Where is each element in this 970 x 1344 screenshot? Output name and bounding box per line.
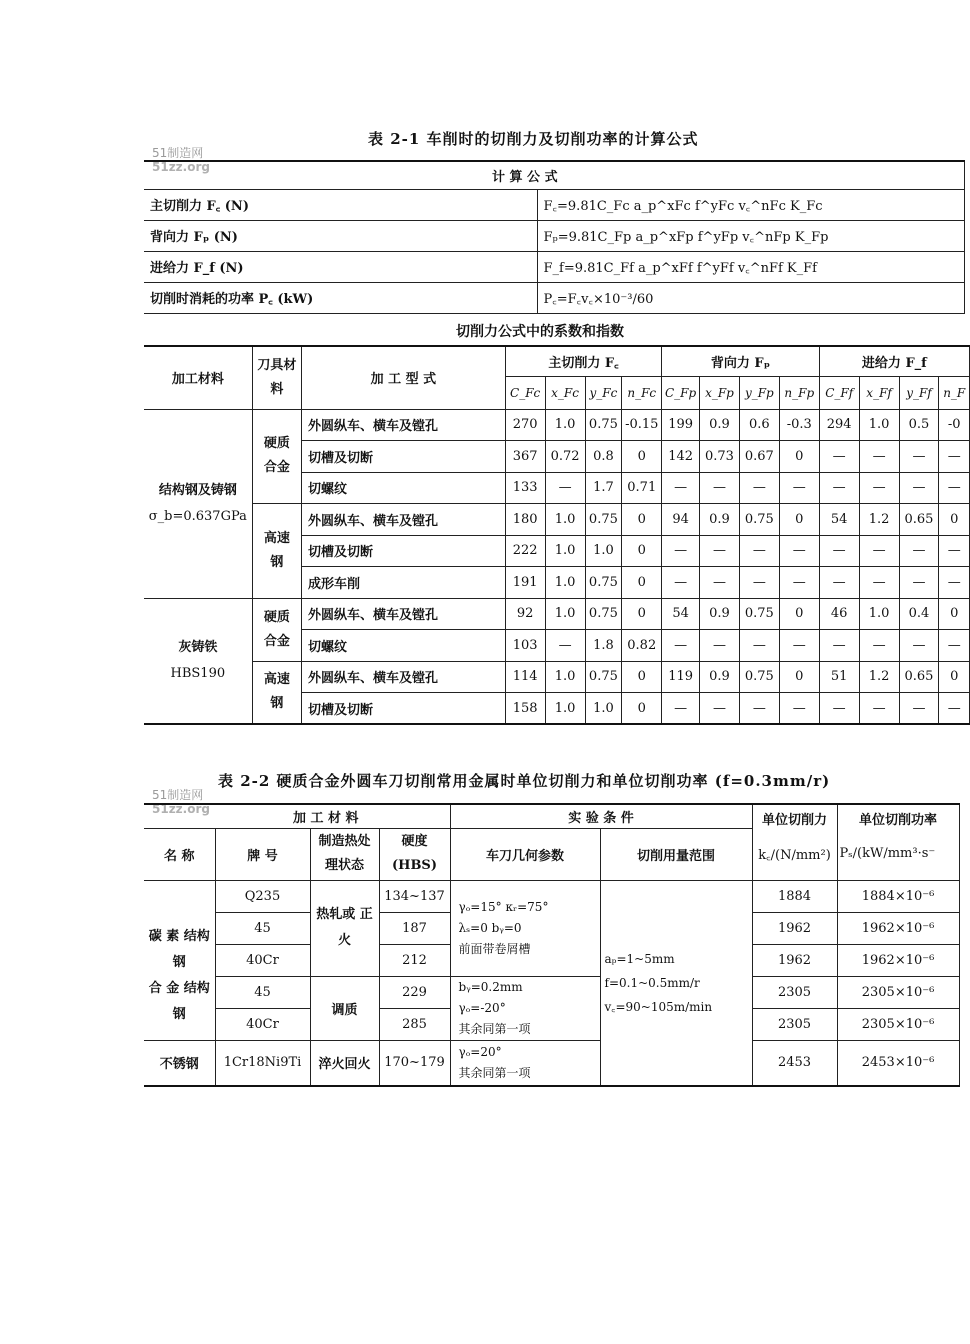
- coef-value: —: [700, 630, 740, 662]
- coef-value: —: [899, 441, 939, 473]
- coef-subheader: y_Fp: [739, 376, 779, 409]
- coef-value: —: [779, 630, 819, 662]
- coef-value: —: [939, 567, 970, 599]
- coef-value: 1.0: [859, 598, 899, 630]
- ps-cell: 2305×10⁻⁶: [837, 976, 959, 1008]
- coef-value: 180: [505, 504, 545, 536]
- coef-value: —: [859, 630, 899, 662]
- ps-cell: 2305×10⁻⁶: [837, 1008, 959, 1040]
- coef-value: 0.65: [899, 504, 939, 536]
- coef-value: 0.75: [585, 661, 622, 693]
- col-tool: 刀具材料: [252, 346, 301, 409]
- coef-value: 0: [622, 661, 662, 693]
- material-name: 结构钢及铸钢: [158, 482, 237, 498]
- coef-value: 0: [939, 598, 970, 630]
- coef-value: —: [700, 472, 740, 504]
- coef-value: -0.3: [779, 409, 819, 441]
- coef-value: 0: [939, 504, 970, 536]
- tool-material-cell: 硬质合金: [252, 409, 301, 504]
- coef-value: —: [819, 472, 859, 504]
- h-grade: 牌 号: [215, 828, 310, 880]
- group-ff: 进给力 F_f: [819, 346, 969, 376]
- material-name: 灰铸铁: [178, 639, 218, 655]
- machining-type: 切螺纹: [302, 630, 506, 662]
- ps-cell: 1962×10⁻⁶: [837, 944, 959, 976]
- coef-value: —: [819, 567, 859, 599]
- coef-value: 0.9: [700, 661, 740, 693]
- tool-material-cell: 硬质合金: [252, 598, 301, 661]
- geom-2: [450, 976, 600, 1040]
- material-cell: [144, 598, 252, 724]
- coef-value: 0.72: [545, 441, 585, 473]
- machining-type: 外圆纵车、横车及镗孔: [302, 598, 506, 630]
- group-fc: 主切削力 F꜀: [505, 346, 661, 376]
- formula-expr: P꜀=F꜀v꜀×10⁻³/60: [537, 282, 964, 313]
- grade-cell: 1Cr18Ni9Ti: [215, 1040, 310, 1086]
- coef-header: 切削力公式中的系数和指数: [456, 324, 624, 340]
- coef-value: —: [899, 693, 939, 725]
- coef-value: 0: [779, 598, 819, 630]
- coef-value: 142: [662, 441, 700, 473]
- coef-value: —: [819, 535, 859, 567]
- coef-value: —: [662, 567, 700, 599]
- coef-value: 0.75: [585, 504, 622, 536]
- formula-name: 进给力 F_f (N): [144, 251, 537, 282]
- range-line: f=0.1~0.5mm/r: [604, 975, 700, 990]
- coef-value: 0.9: [700, 598, 740, 630]
- coef-value: —: [899, 630, 939, 662]
- coef-value: 103: [505, 630, 545, 662]
- coef-value: —: [939, 630, 970, 662]
- grade-cell: Q235: [215, 880, 310, 912]
- geom-3: [450, 1040, 600, 1086]
- unit-force-table: [144, 803, 960, 1087]
- col-material: 加工材料: [144, 346, 252, 409]
- kc-cell: 1962: [752, 944, 837, 976]
- coef-value: 0: [779, 504, 819, 536]
- heat-quenched: 调质: [310, 976, 379, 1040]
- coef-value: 0.73: [700, 441, 740, 473]
- machining-type: 外圆纵车、横车及镗孔: [302, 504, 506, 536]
- h-name: 名 称: [144, 828, 215, 880]
- coef-value: 0.6: [739, 409, 779, 441]
- h-kc: 单位切削力: [752, 804, 837, 828]
- coef-value: —: [779, 693, 819, 725]
- coef-value: —: [545, 472, 585, 504]
- h-geom: 车刀几何参数: [450, 828, 600, 880]
- coef-value: —: [779, 535, 819, 567]
- coef-value: 92: [505, 598, 545, 630]
- coef-value: —: [899, 472, 939, 504]
- geom-line: γₒ=-20°: [458, 1000, 506, 1015]
- coef-value: 1.0: [545, 567, 585, 599]
- coef-value: 199: [662, 409, 700, 441]
- coef-value: 0.75: [585, 409, 622, 441]
- machining-type: 切槽及切断: [302, 693, 506, 725]
- coef-value: 1.0: [585, 693, 622, 725]
- material-cell: [144, 409, 252, 598]
- coef-value: 54: [819, 504, 859, 536]
- formula-name: 主切削力 F꜀ (N): [144, 189, 537, 220]
- coef-value: 0.9: [700, 504, 740, 536]
- hbs-cell: 285: [379, 1008, 450, 1040]
- coef-value: —: [779, 472, 819, 504]
- coef-value: -0: [939, 409, 970, 441]
- coef-subheader: C_Fc: [505, 376, 545, 409]
- hbs-cell: 212: [379, 944, 450, 976]
- coef-value: 0.4: [899, 598, 939, 630]
- coef-value: —: [662, 693, 700, 725]
- range-line: aₚ=1~5mm: [604, 951, 675, 966]
- coef-value: 1.0: [545, 661, 585, 693]
- coef-value: —: [859, 567, 899, 599]
- geom-line: 其余同第一项: [458, 1065, 531, 1080]
- formula-name: 背向力 Fₚ (N): [144, 220, 537, 251]
- coef-subheader: n_F: [939, 376, 970, 409]
- coef-value: 367: [505, 441, 545, 473]
- coef-value: —: [662, 535, 700, 567]
- table2-title: 表 2-2 硬质合金外圆车刀切削常用金属时单位切削力和单位切削功率 (f=0.3mm/r): [218, 772, 831, 790]
- geom-line: γₒ=20°: [458, 1044, 502, 1059]
- kc-cell: 2305: [752, 976, 837, 1008]
- coef-value: 270: [505, 409, 545, 441]
- coef-value: —: [819, 441, 859, 473]
- h-heat: 制造热处理状态: [310, 828, 379, 880]
- geom-line: 其余同第一项: [458, 1021, 531, 1036]
- cut-range: [600, 880, 752, 1086]
- coef-value: 0.8: [585, 441, 622, 473]
- material-spec: σ_b=0.637GPa: [148, 508, 247, 524]
- coef-value: 114: [505, 661, 545, 693]
- grade-cell: 40Cr: [215, 1008, 310, 1040]
- grade-cell: 45: [215, 976, 310, 1008]
- coef-subheader: y_Ff: [899, 376, 939, 409]
- coef-value: 1.7: [585, 472, 622, 504]
- coef-value: 1.0: [859, 409, 899, 441]
- coef-value: 0.75: [739, 504, 779, 536]
- kc-cell: 2305: [752, 1008, 837, 1040]
- ps-cell: 1884×10⁻⁶: [837, 880, 959, 912]
- coef-value: 1.0: [545, 598, 585, 630]
- coef-value: —: [739, 567, 779, 599]
- coef-value: 0: [779, 661, 819, 693]
- geom-line: 前面带卷屑槽: [458, 941, 531, 956]
- tool-material-cell: 高速钢: [252, 661, 301, 724]
- coef-value: —: [939, 535, 970, 567]
- coef-value: —: [939, 441, 970, 473]
- coef-value: 158: [505, 693, 545, 725]
- coef-value: 0: [622, 693, 662, 725]
- coef-value: —: [739, 472, 779, 504]
- coef-subheader: x_Fp: [700, 376, 740, 409]
- coef-value: 0: [939, 661, 970, 693]
- kc-cell: 1962: [752, 912, 837, 944]
- coef-value: —: [899, 567, 939, 599]
- coef-value: —: [662, 630, 700, 662]
- coef-value: 1.0: [545, 693, 585, 725]
- coef-value: -0.15: [622, 409, 662, 441]
- coef-value: 0: [622, 441, 662, 473]
- tool-material-cell: 高速钢: [252, 504, 301, 599]
- coef-value: 133: [505, 472, 545, 504]
- hbs-cell: 134~137: [379, 880, 450, 912]
- h-exp: 实 验 条 件: [450, 804, 752, 828]
- coef-value: 0: [622, 535, 662, 567]
- coef-value: 119: [662, 661, 700, 693]
- geom-line: bᵧ=0.2mm: [458, 979, 523, 994]
- heat-normalized: 热轧或 正 火: [310, 880, 379, 976]
- coef-value: —: [859, 693, 899, 725]
- h-ps-unit: Pₛ/(kW/mm³·s⁻: [837, 828, 959, 880]
- coef-value: 0.9: [700, 409, 740, 441]
- coef-value: 0.75: [585, 598, 622, 630]
- coef-value: 1.0: [545, 504, 585, 536]
- col-type: 加 工 型 式: [302, 346, 506, 409]
- coef-value: 0.5: [899, 409, 939, 441]
- coef-value: —: [700, 693, 740, 725]
- coef-value: —: [859, 535, 899, 567]
- kc-cell: 2453: [752, 1040, 837, 1086]
- formula-expr: F_f=9.81C_Ff a_p^xFf f^yFf v꜀^nFf K_Ff: [537, 251, 964, 282]
- coef-value: 0.65: [899, 661, 939, 693]
- coef-value: 222: [505, 535, 545, 567]
- formula-expr: F꜀=9.81C_Fc a_p^xFc f^yFc v꜀^nFc K_Fc: [537, 189, 964, 220]
- coef-value: 0.82: [622, 630, 662, 662]
- hbs-cell: 187: [379, 912, 450, 944]
- coef-subheader: n_Fp: [779, 376, 819, 409]
- machining-type: 成形车削: [302, 567, 506, 599]
- range-line: v꜀=90~105m/min: [604, 999, 713, 1014]
- machining-type: 外圆纵车、横车及镗孔: [302, 661, 506, 693]
- material-spec: HBS190: [170, 665, 226, 681]
- coef-value: —: [662, 472, 700, 504]
- h-ps: 单位切削功率: [837, 804, 959, 828]
- h-material: 加 工 材 料: [144, 804, 450, 828]
- table1-title: 表 2-1 车削时的切削力及切削功率的计算公式: [368, 130, 699, 148]
- cat-carbon: 碳 素 结构钢: [144, 880, 215, 976]
- coef-value: —: [545, 630, 585, 662]
- watermark-cn: 51制造网: [152, 146, 204, 160]
- machining-type: 切槽及切断: [302, 441, 506, 473]
- machining-type: 外圆纵车、横车及镗孔: [302, 409, 506, 441]
- coef-table: [144, 345, 970, 725]
- machining-type: 切槽及切断: [302, 535, 506, 567]
- coef-value: —: [819, 693, 859, 725]
- coef-value: 1.8: [585, 630, 622, 662]
- group-fp: 背向力 Fₚ: [662, 346, 820, 376]
- coef-value: 1.0: [585, 535, 622, 567]
- hbs-cell: 229: [379, 976, 450, 1008]
- coef-value: —: [819, 630, 859, 662]
- coef-value: 94: [662, 504, 700, 536]
- cat-stainless: 不锈钢: [144, 1040, 215, 1086]
- coef-value: —: [700, 535, 740, 567]
- formula-expr: Fₚ=9.81C_Fp a_p^xFp f^yFp v꜀^nFp K_Fp: [537, 220, 964, 251]
- coef-subheader: x_Ff: [859, 376, 899, 409]
- coef-value: 0.75: [739, 661, 779, 693]
- cat-alloy: 合 金 结构钢: [144, 976, 215, 1040]
- machining-type: 切螺纹: [302, 472, 506, 504]
- coef-subheader: C_Ff: [819, 376, 859, 409]
- coef-value: —: [899, 535, 939, 567]
- h-hbs: 硬度(HBS): [379, 828, 450, 880]
- geom-1: [450, 880, 600, 976]
- coef-value: 0: [622, 504, 662, 536]
- coef-value: 0.67: [739, 441, 779, 473]
- geom-line: λₛ=0 bᵧ=0: [458, 920, 522, 935]
- coef-value: 0: [622, 598, 662, 630]
- coef-subheader: x_Fc: [545, 376, 585, 409]
- watermark-cn: 51制造网: [152, 788, 204, 802]
- coef-value: 0.75: [739, 598, 779, 630]
- coef-value: 0.71: [622, 472, 662, 504]
- grade-cell: 40Cr: [215, 944, 310, 976]
- formula-header: 计 算 公 式: [492, 161, 919, 189]
- coef-value: 1.2: [859, 504, 899, 536]
- coef-value: —: [700, 567, 740, 599]
- coef-value: —: [859, 472, 899, 504]
- ps-cell: 2453×10⁻⁶: [837, 1040, 959, 1086]
- coef-value: —: [739, 630, 779, 662]
- coef-subheader: C_Fp: [662, 376, 700, 409]
- coef-value: 1.0: [545, 535, 585, 567]
- coef-value: —: [739, 535, 779, 567]
- coef-value: 191: [505, 567, 545, 599]
- kc-cell: 1884: [752, 880, 837, 912]
- coef-value: 46: [819, 598, 859, 630]
- coef-value: —: [739, 693, 779, 725]
- coef-subheader: n_Fc: [622, 376, 662, 409]
- h-range: 切削用量范围: [600, 828, 752, 880]
- coef-value: 0: [779, 441, 819, 473]
- coef-value: —: [859, 441, 899, 473]
- heat-tempered: 淬火回火: [310, 1040, 379, 1086]
- h-kc-unit: k꜀/(N/mm²): [752, 828, 837, 880]
- hbs-cell: 170~179: [379, 1040, 450, 1086]
- coef-value: 0: [622, 567, 662, 599]
- watermark-en: 51zz.org: [152, 802, 210, 816]
- coef-value: —: [939, 472, 970, 504]
- formula-name: 切削时消耗的功率 P꜀ (kW): [144, 282, 537, 313]
- coef-subheader: y_Fc: [585, 376, 622, 409]
- coef-value: 294: [819, 409, 859, 441]
- coef-value: —: [779, 567, 819, 599]
- geom-line: γₒ=15° κᵣ=75°: [458, 899, 549, 914]
- coef-value: 0.75: [585, 567, 622, 599]
- coef-value: 1.0: [545, 409, 585, 441]
- watermark-en: 51zz.org: [152, 160, 210, 174]
- coef-value: 51: [819, 661, 859, 693]
- formula-table: [144, 160, 965, 314]
- coef-value: —: [939, 693, 970, 725]
- coef-value: 54: [662, 598, 700, 630]
- ps-cell: 1962×10⁻⁶: [837, 912, 959, 944]
- grade-cell: 45: [215, 912, 310, 944]
- coef-value: 1.2: [859, 661, 899, 693]
